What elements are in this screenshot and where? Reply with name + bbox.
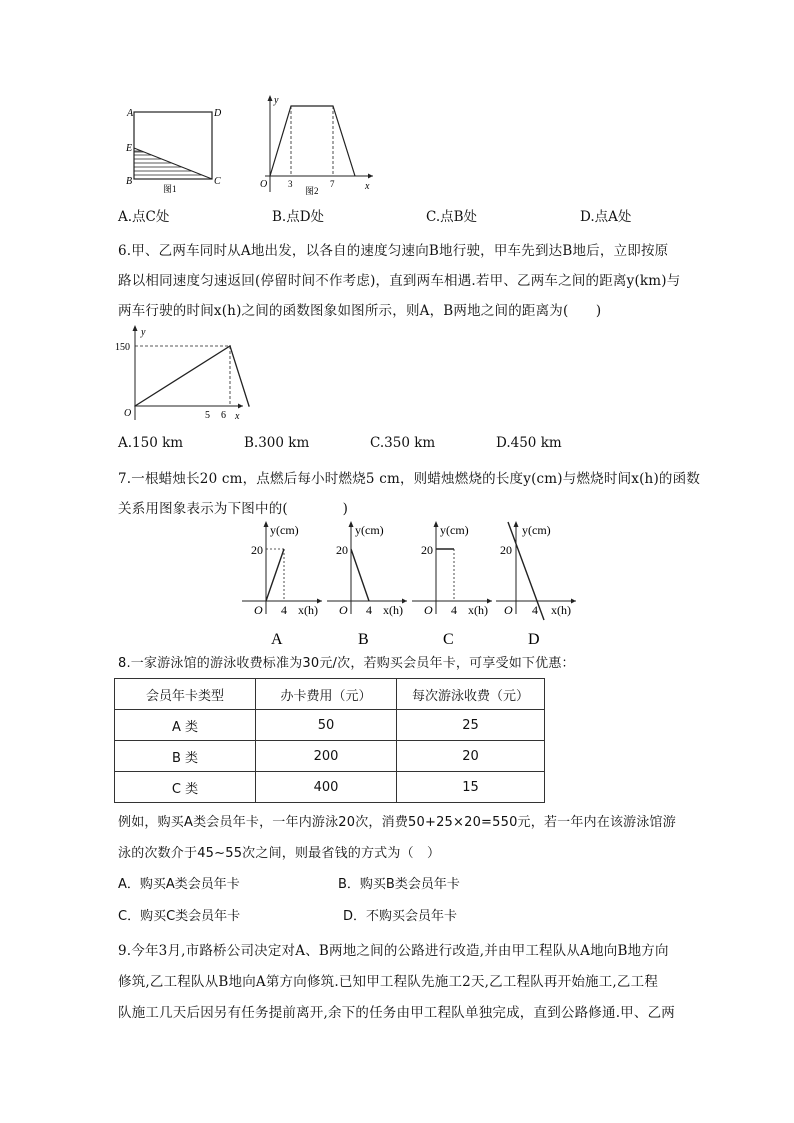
y-label: y(cm) [355, 523, 384, 537]
table-cell: B 类 [115, 741, 256, 772]
figure-square [118, 96, 228, 196]
table-row [115, 741, 545, 772]
q7-graph-b [325, 518, 410, 648]
axis-x-label: x [235, 411, 240, 422]
data-point-1 [229, 345, 231, 347]
origin: O [424, 603, 433, 617]
origin-label: O [124, 408, 132, 419]
table-header: 每次游泳收费（元） [397, 679, 545, 710]
q8-option-c: C．购买C类会员年卡 [118, 909, 241, 924]
q6-option-a: A.150 km [118, 435, 184, 451]
x-tick-5: 5 [205, 410, 210, 421]
q6-option-b: B.300 km [244, 435, 310, 451]
label-C: C [214, 176, 221, 187]
q6-distance-graph [115, 322, 250, 422]
x-label: x(h) [383, 603, 403, 617]
q9-line-3: 队施工几天后因另有任务提前离开,余下的任务由甲工程队单独完成，直到公路修通.甲、乙两 [118, 1005, 675, 1021]
data-point-2 [248, 405, 250, 407]
tick-3: 3 [288, 179, 293, 189]
y-label: y(cm) [270, 523, 299, 537]
x-tick-6: 6 [221, 410, 226, 421]
y-tick: 20 [421, 543, 433, 557]
table-cell: A 类 [115, 710, 256, 741]
table-cell: 400 [256, 772, 397, 803]
figure-caption: 图2 [305, 186, 319, 196]
y-tick: 20 [251, 543, 263, 557]
figure-caption: 图1 [163, 184, 177, 194]
x-label: x(h) [468, 603, 488, 617]
q6-line-2: 路以相同速度匀速返回(停留时间不作考虑)，直到两车相遇.若甲、乙两车之间的距离y(km)与 [118, 273, 681, 289]
table-cell: 20 [397, 741, 545, 772]
x-label: x(h) [551, 603, 571, 617]
table-header: 办卡费用（元） [256, 679, 397, 710]
q8-option-a: A．购买A类会员年卡 [118, 877, 240, 892]
y-label: y(cm) [440, 523, 469, 537]
q5-option-c: C.点B处 [426, 209, 478, 225]
q6-option-c: C.350 km [370, 435, 436, 451]
q8-intro: 8.一家游泳馆的游泳收费标准为30元/次，若购买会员年卡，可享受如下优惠： [118, 656, 575, 671]
table-cell: 15 [397, 772, 545, 803]
axis-y-label: y [274, 95, 279, 106]
fee-table [114, 678, 545, 803]
y-tick: 20 [336, 543, 348, 557]
q6-option-d: D.450 km [496, 435, 562, 451]
q8-option-d: D．不购买会员年卡 [343, 909, 458, 924]
table-cell: 50 [256, 710, 397, 741]
q8-after-line-1: 例如，购买A类会员年卡，一年内游泳20次，消费50+25×20=550元，若一年内在该游泳馆游 [118, 815, 676, 830]
axis-x-label: x [365, 181, 370, 192]
graph-letter: B [358, 631, 369, 648]
q6-line-3: 两车行驶的时间x(h)之间的函数图象如图所示，则A，B两地之间的距离为( ) [118, 303, 602, 319]
origin-label: O [260, 179, 268, 190]
figure-trapezoid [255, 92, 380, 196]
table-header-row [115, 679, 545, 710]
q7-line-1: 7.一根蜡烛长20 cm，点燃后每小时燃烧5 cm，则蜡烛燃烧的长度y(cm)与燃烧时间x(h)的函数 [118, 471, 701, 487]
data-point-0 [134, 405, 136, 407]
label-B: B [126, 176, 133, 187]
q7-graph-c [410, 518, 495, 648]
x-tick: 4 [532, 603, 538, 617]
origin: O [339, 603, 348, 617]
x-tick: 4 [366, 603, 372, 617]
q9-line-2: 修筑,乙工程队从B地向A第方向修筑.已知甲工程队先施工2天,乙工程队再开始施工,乙工程 [118, 974, 659, 990]
q5-option-d: D.点A处 [580, 209, 632, 225]
label-D: D [214, 108, 222, 119]
q7-graph-a [240, 518, 325, 648]
table-row [115, 772, 545, 803]
q7-graph-d [494, 518, 579, 648]
graph-letter: A [271, 631, 283, 648]
y-label: y(cm) [522, 523, 551, 537]
q8-after-line-2: 泳的次数介于45~55次之间，则最省钱的方式为（ ） [118, 846, 441, 861]
y-tick: 20 [500, 543, 512, 557]
label-A: A [127, 108, 134, 119]
q5-option-b: B.点D处 [272, 209, 325, 225]
graph-letter: D [528, 631, 540, 648]
y-tick-150: 150 [115, 342, 130, 353]
label-E: E [126, 143, 133, 154]
table-header: 会员年卡类型 [115, 679, 256, 710]
q6-line-1: 6.甲、乙两车同时从A地出发，以各自的速度匀速向B地行驶，甲车先到达B地后，立即按原 [118, 243, 669, 259]
tick-7: 7 [330, 179, 335, 189]
q8-option-b: B．购买B类会员年卡 [338, 877, 460, 892]
table-cell: 25 [397, 710, 545, 741]
graph-letter: C [443, 631, 454, 648]
q7-line-2: 关系用图象表示为下图中的( ) [118, 501, 349, 517]
table-row [115, 710, 545, 741]
origin: O [254, 603, 263, 617]
q9-line-1: 9.今年3月,市路桥公司决定对A、B两地之间的公路进行改造,并由甲工程队从A地向B地方向 [118, 943, 669, 959]
table-cell: 200 [256, 741, 397, 772]
origin: O [504, 603, 513, 617]
table-cell: C 类 [115, 772, 256, 803]
x-tick: 4 [281, 603, 287, 617]
x-label: x(h) [298, 603, 318, 617]
series-line [135, 346, 249, 406]
q5-option-a: A.点C处 [118, 209, 170, 225]
x-tick: 4 [451, 603, 457, 617]
axis-y-label: y [141, 327, 146, 338]
